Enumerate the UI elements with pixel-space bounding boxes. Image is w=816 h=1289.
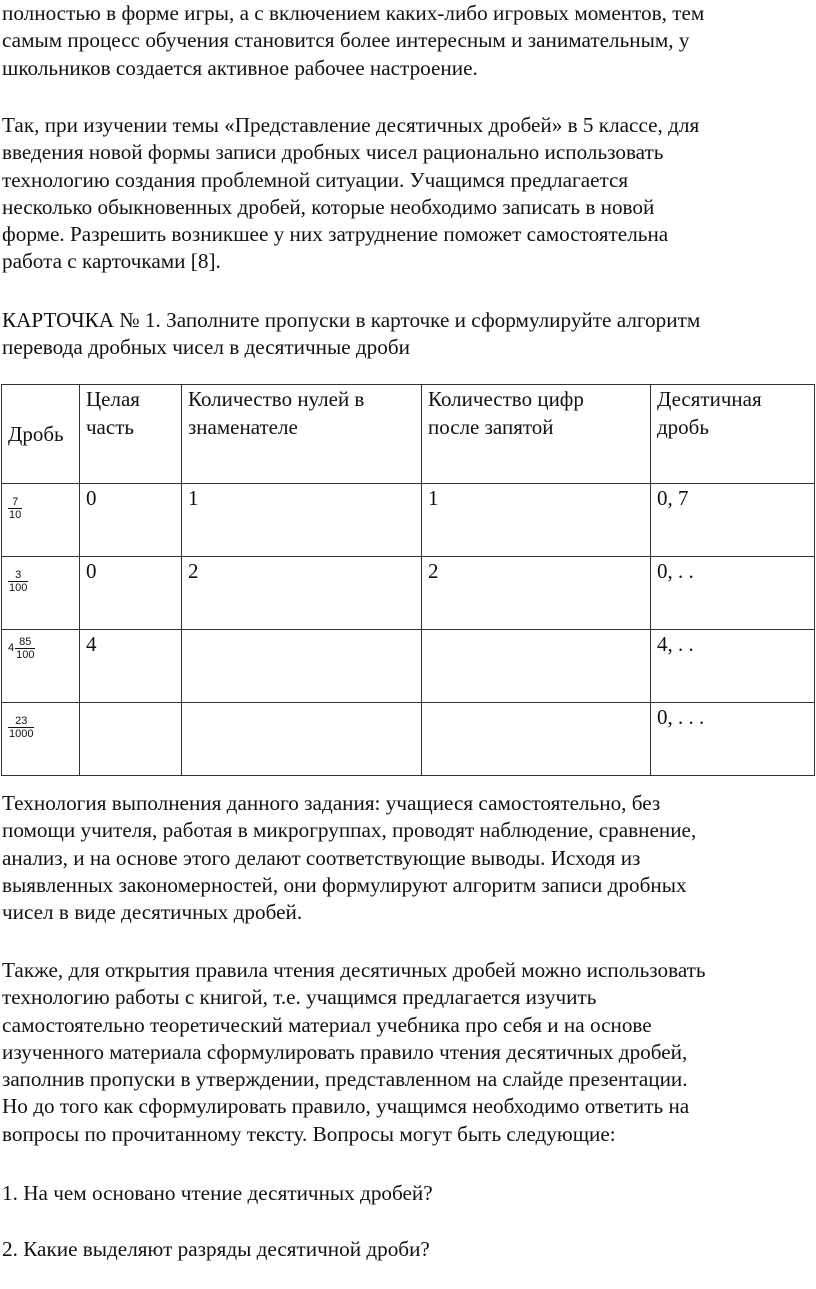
table-cell: 0 [80,557,182,630]
table-cell: 0, 7 [651,484,815,557]
text-line: КАРТОЧКА № 1. Заполните пропуски в карточке и сформулируйте алгоритм [2,308,701,332]
header-cell: Целая часть [80,385,182,484]
fraction: 4 $\frac{85}{100}$ [8,635,35,661]
header-cell: Дробь [2,385,80,484]
fraction: $\frac{3}{100}$ [9,569,28,594]
text-line: технологию работы с книгой, т.е. учащимся предлагается изучить [2,985,597,1010]
text-line: несколько обыкновенных дробей, которые необходимо записать в новой [2,194,655,219]
text-line: самостоятельно теоретический материал учебника про себя и на основе [2,1012,652,1037]
table-row [2,557,815,630]
text-line: анализ, и на основе этого делают соответствующие выводы. Исходя из [2,845,641,870]
table-cell: 0 [80,484,182,557]
header-cell: Количество цифр после запятой [422,385,651,484]
text-line: Также, для открытия правила чтения десятичных дробей можно использовать [2,958,706,982]
fraction-cell [2,484,80,557]
text-line: выявленных закономерностей, они формулируют алгоритм записи дробных [2,872,687,897]
fraction: $\frac{7}{10}$ [9,496,22,521]
fraction-cell [2,630,80,703]
fraction-cell [2,703,80,776]
header-cell: Десятичная дробь [651,385,815,484]
paragraph-intro [0,0,704,82]
paragraph-card-title [0,307,700,362]
text-line: 2. Какие выделяют разряды десятичной дроби? [2,1237,430,1261]
text-line: помощи учителя, работая в микрогруппах, проводят наблюдение, сравнение, [2,818,697,843]
question-2 [0,1236,430,1263]
text-line: технологию создания проблемной ситуации. Учащимся предлагается [2,167,629,192]
table-row [2,630,815,703]
card-table [1,384,815,776]
text-line: Но до того как сформулировать правило, учащимся необходимо ответить на [2,1094,690,1119]
text-line: заполнив пропуски в утверждении, представленном на слайде презентации. [2,1067,688,1092]
fraction: $\frac{23}{1000}$ [9,715,34,740]
table-cell [182,630,422,703]
table-cell [182,703,422,776]
text-line: работа с карточками [8]. [2,249,221,274]
paragraph-technology [0,790,696,926]
table-header-row [2,385,815,484]
fraction-cell [2,557,80,630]
table-cell: 4 [80,630,182,703]
table-cell: 2 [422,557,651,630]
text-line: Так, при изучении темы «Представление десятичных дробей» в 5 классе, для [2,113,700,137]
question-1 [0,1180,433,1207]
table-cell: 4, . . [651,630,815,703]
paragraph-book-work [0,957,706,1148]
text-line: Технология выполнения данного задания: учащиеся самостоятельно, без [2,791,661,815]
text-line: полностью в форме игры, а с включением каких-либо игровых моментов, тем [2,1,705,25]
text-line: введения новой формы записи дробных чисел рационально использовать [2,140,664,165]
paragraph-problem-situation [0,112,699,276]
text-line: самым процесс обучения становится более интересным и занимательным, у [2,28,690,53]
text-line: перевода дробных чисел в десятичные дроби [2,335,410,360]
header-cell: Количество нулей в знаменателе [182,385,422,484]
text-line: школьников создается активное рабочее настроение. [2,55,478,80]
table-cell: 1 [182,484,422,557]
table-cell: 2 [182,557,422,630]
text-line: 1. На чем основано чтение десятичных дробей? [2,1181,433,1205]
text-line: чисел в виде десятичных дробей. [2,900,303,925]
table-row [2,484,815,557]
table-cell [422,630,651,703]
table-cell [80,703,182,776]
table-cell: 0, . . . [651,703,815,776]
table-row [2,703,815,776]
table-cell [422,703,651,776]
text-line: вопросы по прочитанному тексту. Вопросы могут быть следующие: [2,1121,616,1146]
text-line: изученного материала сформулировать правило чтения десятичных дробей, [2,1039,688,1064]
table-cell: 1 [422,484,651,557]
text-line: форме. Разрешить возникшее у них затруднение поможет самостоятельна [2,222,669,247]
table-cell: 0, . . [651,557,815,630]
